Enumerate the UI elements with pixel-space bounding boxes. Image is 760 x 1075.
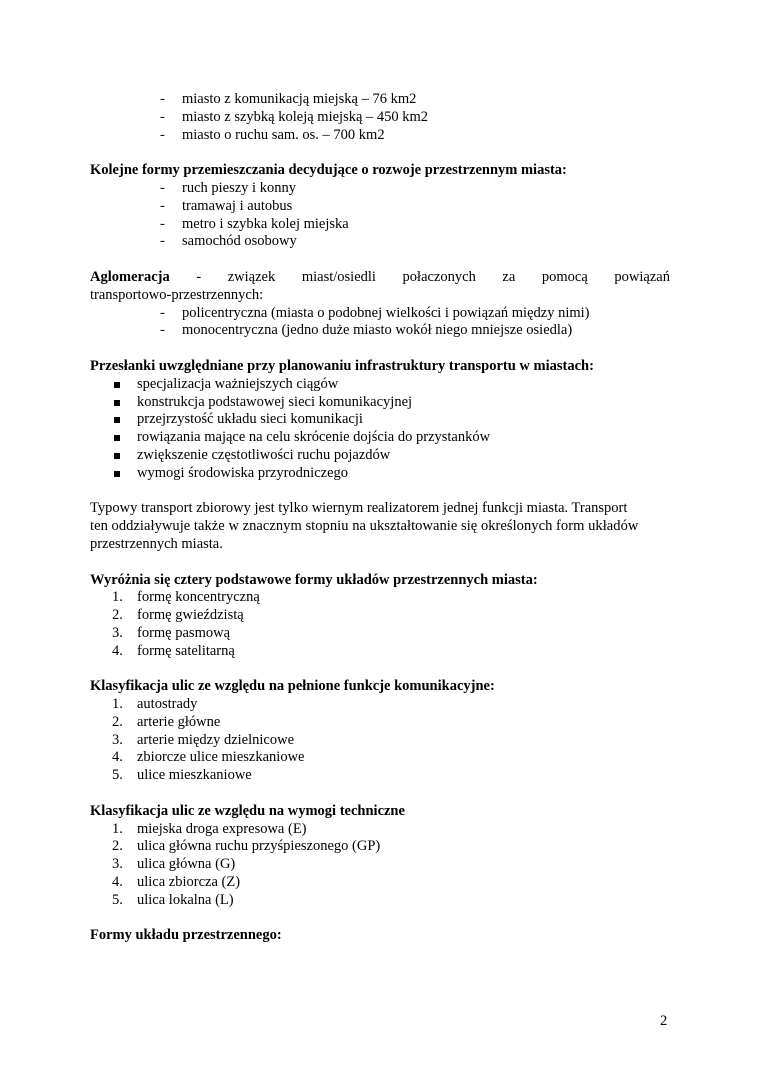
list-item: 5. ulica lokalna (L): [112, 891, 234, 908]
list-item: - samochód osobowy: [160, 233, 297, 250]
list-item: konstrukcja podstawowej sieci komunikacyjnej: [90, 394, 670, 412]
list-item: - tramawaj i autobus: [160, 197, 293, 214]
section-heading-klas-techniczne: Klasyfikacja ulic ze względu na wymogi techniczne: [90, 802, 405, 819]
paragraph-line: przestrzennych miasta.: [90, 535, 223, 552]
list-item: - miasto z szybką koleją miejską – 450 km2: [160, 108, 429, 125]
list-item: - monocentryczna (jedno duże miasto wokół niego mniejsze osiedla): [160, 322, 573, 339]
forms-list: [90, 180, 670, 251]
aglomeracja-list: [90, 305, 670, 341]
list-item: 2. ulica główna ruchu przyśpieszonego (GP): [112, 838, 381, 855]
przeslanki-list: [90, 376, 670, 483]
section-heading-forms: Kolejne formy przemieszczania decydujące o rozwoje przestrzennym miasta:: [90, 162, 567, 179]
uklady-list: [90, 589, 670, 660]
list-item: 3. ulica główna (G): [112, 856, 236, 873]
aglomeracja-definition-line: Aglomeracja - związek miast/osiedli połaczonych za pomocą powiązań: [90, 268, 670, 285]
paragraph-line: Typowy transport zbiorowy jest tylko wiernym realizatorem jednej funkcji miasta. Transport: [90, 500, 628, 517]
body-paragraph: [90, 500, 670, 553]
section-heading-formy-ukladu: Formy układu przestrzennego:: [90, 927, 282, 944]
list-item: - miasto o ruchu sam. os. – 700 km2: [160, 126, 385, 143]
square-bullet-icon: [114, 471, 120, 477]
list-item: 4. formę satelitarną: [112, 642, 235, 659]
list-item: 1. autostrady: [112, 696, 198, 713]
list-item: - metro i szybka kolej miejska: [160, 215, 349, 232]
square-bullet-icon: [114, 382, 120, 388]
list-item: wymogi środowiska przyrodniczego: [90, 465, 670, 483]
list-item: specjalizacja ważniejszych ciągów: [90, 376, 670, 394]
paragraph-line: ten oddziaływuje także w znacznym stopniu na ukształtowanie się określonych form układów: [90, 518, 639, 535]
list-item: 2. arterie główne: [112, 713, 221, 730]
klas-funkcje-list: [90, 696, 670, 785]
list-item: zwiększenie częstotliwości ruchu pojazdów: [90, 447, 670, 465]
list-item: - policentryczna (miasta o podobnej wielkości i powiązań między nimi): [160, 304, 590, 321]
klas-techniczne-list: [90, 821, 670, 910]
intro-list: [90, 91, 670, 144]
list-item: 2. formę gwieździstą: [112, 607, 244, 624]
list-item: - miasto z komunikacją miejską – 76 km2: [160, 91, 417, 107]
page-number: 2: [660, 1013, 668, 1029]
square-bullet-icon: [114, 400, 120, 406]
section-heading-przeslanki: Przesłanki uwzględniane przy planowaniu infrastruktury transportu w miastach:: [90, 357, 594, 374]
aglomeracja-term: Aglomeracja: [90, 268, 170, 285]
list-item: 3. arterie między dzielnicowe: [112, 731, 295, 748]
list-item: 4. zbiorcze ulice mieszkaniowe: [112, 749, 305, 766]
section-heading-uklady: Wyróżnia się cztery podstawowe formy układów przestrzennych miasta:: [90, 571, 538, 588]
square-bullet-icon: [114, 417, 120, 423]
list-item: przejrzystość układu sieci komunikacji: [90, 411, 670, 429]
section-heading-klas-funkcje: Klasyfikacja ulic ze względu na pełnione funkcje komunikacyjne:: [90, 678, 495, 695]
list-item: 1. formę koncentryczną: [112, 589, 260, 606]
list-item: - ruch pieszy i konny: [160, 179, 296, 196]
square-bullet-icon: [114, 435, 120, 441]
aglomeracja-definition-cont: transportowo-przestrzennych:: [90, 286, 264, 303]
square-bullet-icon: [114, 453, 120, 459]
list-item: 1. miejska droga expresowa (E): [112, 820, 307, 837]
list-item: rowiązania mające na celu skrócenie dojścia do przystanków: [90, 429, 670, 447]
list-item: 5. ulice mieszkaniowe: [112, 767, 252, 784]
list-item: 4. ulica zbiorcza (Z): [112, 874, 241, 891]
page-content: [90, 91, 670, 945]
list-item: 3. formę pasmową: [112, 624, 231, 641]
